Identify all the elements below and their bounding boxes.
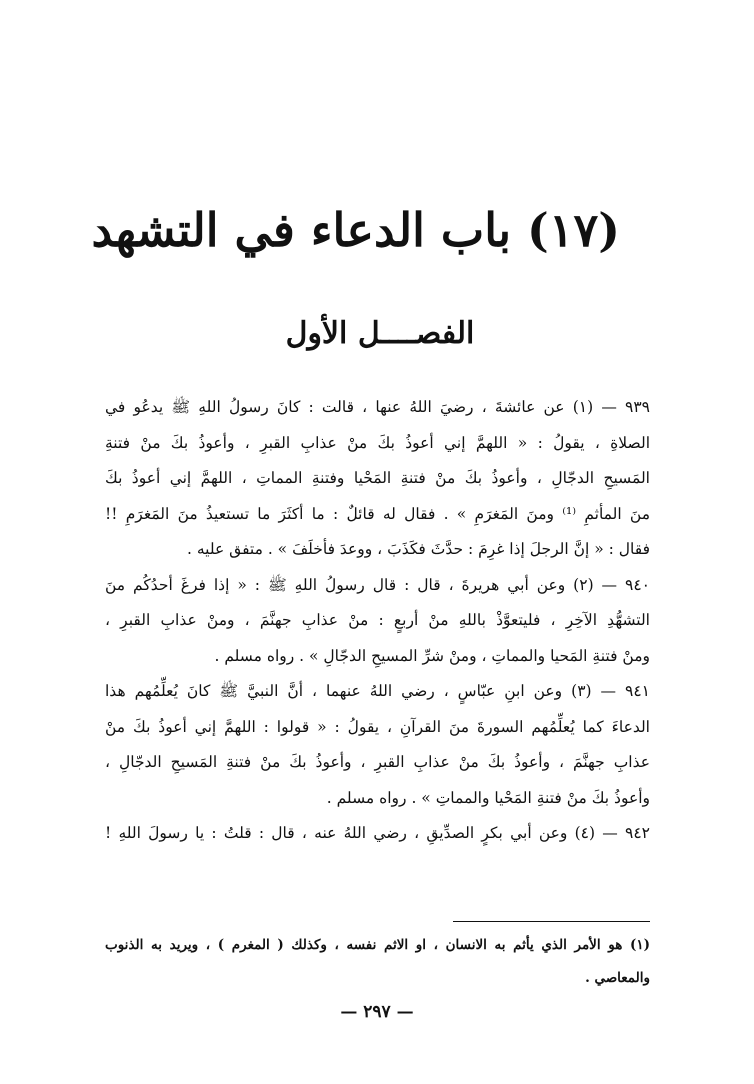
body-line-4: منَ المأثمِ ⁽¹⁾ ومنَ المَغرَمِ » . فقال له قائلٌ : ما أكثَرَ ما تستعيذُ منَ المَغرَمِ !! [105, 504, 650, 523]
footnote-line-1: (١) هو الأمر الذي يأثم به الانسان ، او الاثم نفسه ، وكذلك ( المغرم ) ، ويريد به الذنوب [105, 937, 650, 953]
body-line-2: الصلاةِ ، يقولُ : « اللهمَّ إني أعوذُ بكَ منْ عذابِ القبرِ ، وأعوذُ بكَ منْ فتنةِ [105, 433, 650, 452]
footnote-divider [453, 921, 650, 922]
body-line-3: المَسيحِ الدجّالِ ، وأعوذُ بكَ منْ فتنةِ المَحْيا وفتنةِ المماتِ ، اللهمَّ إني أعوذُ بكَ [105, 469, 650, 487]
footnote-line-2: والمعاصي . [585, 970, 650, 986]
footnote [105, 929, 650, 995]
body-line-5: فقال : « إنَّ الرجلَ إذا غرِمَ : حدَّثَ فكَذَبَ ، ووعدَ فأخلَفَ » . متفق عليه . [187, 540, 650, 558]
body-line-13: ٩٤٢ — (٤) وعن أبي بكرٍ الصدِّيقِ ، رضي اللهُ عنه ، قال : قلتُ : يا رسولَ اللهِ ! [105, 824, 650, 842]
body-line-11: عذابِ جهنَّمَ ، وأعوذُ بكَ منْ عذابِ القبرِ ، وأعوذُ بكَ منْ فتنةِ المَسيحِ الدجّالِ ، [105, 753, 650, 771]
body-line-7: التشهُّدِ الآخِرِ ، فليتعوَّذْ باللهِ منْ أربعٍ : منْ عذابِ جهنَّمَ ، ومنْ عذابِ القبرِ ، [105, 611, 650, 629]
hadith-body [105, 390, 650, 852]
chapter-title: (١٧) باب الدعاء في التشهد [91, 203, 620, 257]
body-line-8: ومنْ فتنةِ المَحيا والمماتِ ، ومنْ شرِّ المسيحِ الدجّالِ » . رواه مسلم . [214, 646, 650, 665]
body-line-10: الدعاءَ كما يُعلِّمُهم السورةَ منَ القرآنِ ، يقولُ : « قولوا : اللهمَّ إني أعوذُ بكَ منْ [105, 717, 650, 736]
body-line-9: ٩٤١ — (٣) وعن ابنِ عبّاسٍ ، رضي اللهُ عنهما ، أنَّ النبيَّ ﷺ كانَ يُعلِّمُهم هذا [105, 682, 650, 700]
body-line-12: وأعوذُ بكَ منْ فتنةِ المَحْيا والمماتِ » . رواه مسلم . [326, 788, 650, 807]
body-line-1: ٩٣٩ — (١) عن عائشةَ ، رضيَ اللهُ عنها ، قالت : كانَ رسولُ اللهِ ﷺ يدعُو في [105, 398, 650, 416]
section-title: الفصــــل الأول [285, 316, 475, 351]
page-number: — ٢٩٧ — [340, 1002, 414, 1022]
body-line-6: ٩٤٠ — (٢) وعن أبي هريرةَ ، قال : قال رسولُ اللهِ ﷺ : « إذا فرغَ أحدُكُم منَ [105, 575, 650, 594]
